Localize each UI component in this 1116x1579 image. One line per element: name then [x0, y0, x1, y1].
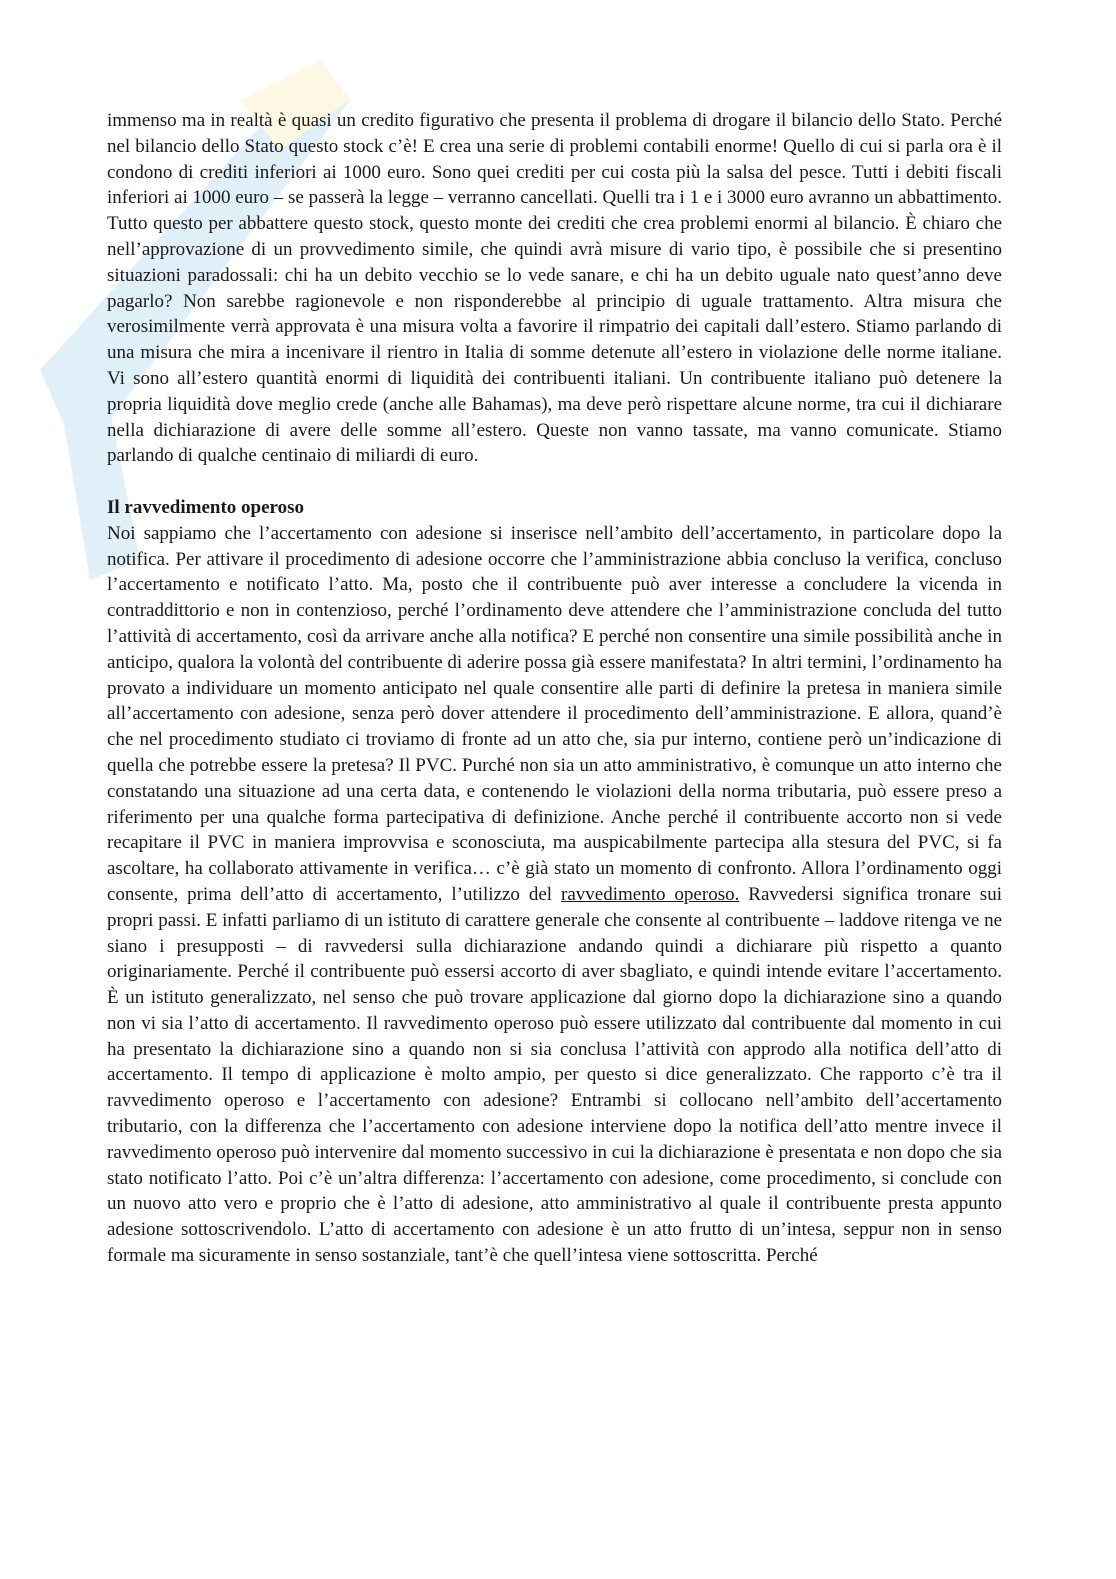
paragraph-text: Ravvedersi significa tronare sui propri passi. E infatti parliamo di un istituto di carattere generale che consente al contribuente – laddove ritenga ve ne siano i presupposti – di ravvedersi sulla dichiarazione andando quindi a dichiarare più rispetto a quanto originariamente. Perché il contribuente può essersi accorto di aver sbagliato, e quindi intende evitare l’accertamento. È un istituto generalizzato, nel senso che può trovare applicazione dal giorno dopo la dichiarazione sino a quando non vi sia l’atto di accertamento. Il ravvedimento operoso può essere utilizzato dal contribuente dal momento in cui ha presentato la dichiarazione sino a quando non si sia conclusa l’attività con approdo alla notifica dell’atto di accertamento. Il tempo di applicazione è molto ampio, per questo si dice generalizzato. Che rapporto c’è tra il ravvedimento operoso e l’accertamento con adesione? Entrambi si collocano nell’ambito dell’accertamento tributario, con la differenza che l’accertamento con adesione interviene dopo la notifica dell’atto mentre invece il ravvedimento operoso può intervenire dal momento successivo in cui la dichiarazione è presentata e non dopo che sia stato notificato l’atto. Poi c’è un’altra differenza: l’accertamento con adesione, come procedimento, si conclude con un nuovo atto vero e proprio che è l’atto di adesione, atto amministrativo al quale il contribuente presta appunto adesione sottoscrivendolo. L’atto di accertamento con adesione è un atto frutto di un’intesa, seppur non in senso formale ma sicuramente in senso sostanziale, tant’è che quell’intesa viene sottoscritta. Perché: [107, 883, 1002, 1267]
underlined-term-link[interactable]: ravvedimento operoso.: [561, 883, 740, 905]
body-paragraph: immenso ma in realtà è quasi un credito figurativo che presenta il problema di drogare il bilancio dello Stato. Perché nel bilancio dello Stato questo stock c’è! E crea una serie di problemi contabili enorme! Quello di cui si parla ora è il condono di crediti inferiori ai 1000 euro. Sono quei crediti per cui costa più la salsa del pesce. Tutti i debiti fiscali inferiori ai 1000 euro – se passerà la legge – verranno cancellati. Quelli tra i 1 e i 3000 euro avranno un abbattimento. Tutto questo per abbattere questo stock, questo monte dei crediti che crea problemi enormi al bilancio. È chiaro che nell’approvazione di un provvedimento simile, che quindi avrà misure di vario tipo, è possibile che si presentino situazioni paradossali: chi ha un debito vecchio se lo vede sanare, e chi ha un debito uguale nato quest’anno deve pagarlo? Non sarebbe ragionevole e non risponderebbe al principio di uguale trattamento. Altra misura che verosimilmente verrà approvata è una misura volta a favorire il rimpatrio dei capitali dall’estero. Stiamo parlando di una misura che mira a incenivare il rientro in Italia di somme detenute all’estero in violazione delle norme italiane. Vi sono all’estero quantità enormi di liquidità dei contribuenti italiani. Un contribuente italiano può detenere la propria liquidità dove meglio crede (anche alle Bahamas), ma deve però rispettare alcune norme, tra cui il dichiarare nella dichiarazione di avere delle somme all’estero. Queste non vanno tassate, ma vanno comunicate. Stiamo parlando di qualche centinaio di miliardi di euro.: [107, 110, 1002, 467]
body-paragraph: [107, 521, 1002, 1269]
paragraph-text: Noi sappiamo che l’accertamento con adesione si inserisce nell’ambito dell’accertamento, in particolare dopo la notifica. Per attivare il procedimento di adesione occorre che l’amministrazione abbia concluso la verifica, concluso l’accertamento e notificato l’atto. Ma, posto che il contribuente può aver interesse a concludere la vicenda in contraddittorio e non in contenzioso, perché l’ordinamento deve attendere che l’amministrazione concluda del tutto l’attività di accertamento, così da arrivare anche alla notifica? E perché non consentire una simile possibilità anche in anticipo, qualora la volontà del contribuente di aderire possa già essere manifestata? In altri termini, l’ordinamento ha provato a individuare un momento anticipato nel quale consentire alle parti di definire la pretesa in maniera simile all’accertamento con adesione, senza però dover attendere il procedimento dell’amministrazione. E allora, quand’è che nel procedimento studiato ci troviamo di fronte ad un atto che, sia pur interno, contiene però un’indicazione di quella che potrebbe essere la pretesa? Il PVC. Purché non sia un atto amministrativo, è comunque un atto interno che constatando una situazione ad una certa data, e contenendo le violazioni della norma tributaria, può essere preso a riferimento per una qualche forma partecipativa di definizione. Anche perché il contribuente accorto non si vede recapitare il PVC in maniera improvvisa e sconosciuta, ma auspicabilmente partecipa alla stesura del PVC, si fa ascoltare, ha collaborato attivamente in verifica… c’è già stato un momento di confronto. Allora l’ordinamento oggi consente, prima dell’atto di accertamento, l’utilizzo del: [107, 522, 1002, 905]
section-heading: Il ravvedimento operoso: [107, 496, 305, 518]
document-body: [107, 108, 1002, 1269]
